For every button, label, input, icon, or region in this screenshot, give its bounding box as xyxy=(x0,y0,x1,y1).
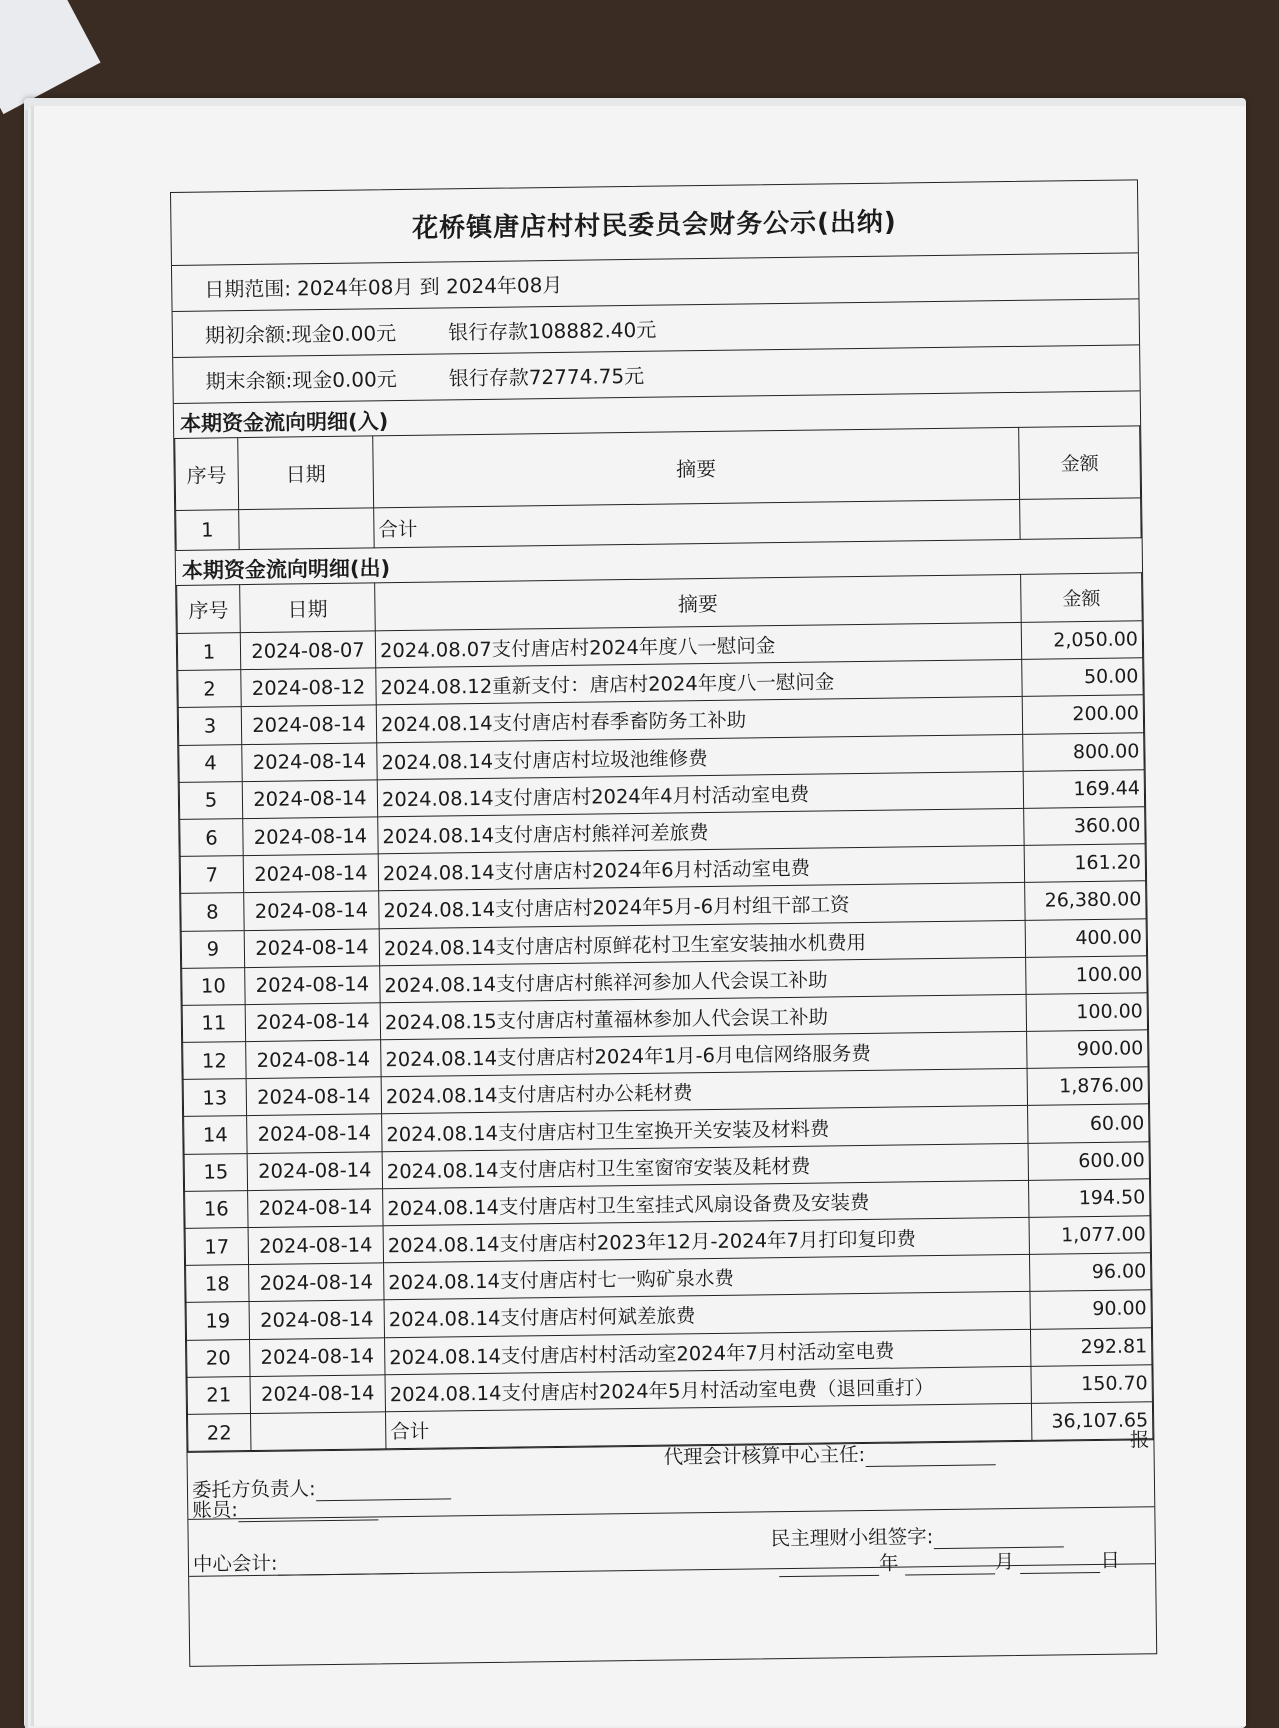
date-range-value: 2024年08月 到 2024年08月 xyxy=(296,272,563,301)
outflow-cell-date: 2024-08-14 xyxy=(246,1077,381,1116)
inflow-cell-summary: 合计 xyxy=(374,499,1020,547)
outflow-cell-no: 15 xyxy=(184,1153,247,1191)
outflow-cell-amount: 900.00 xyxy=(1027,1030,1148,1069)
inflow-cell-date xyxy=(239,508,375,550)
inflow-header-summary: 摘要 xyxy=(373,427,1020,507)
inflow-table xyxy=(174,425,1141,551)
outflow-cell-amount: 2,050.00 xyxy=(1021,621,1142,660)
outflow-cell-no: 14 xyxy=(184,1116,247,1154)
outflow-cell-amount: 400.00 xyxy=(1025,918,1146,957)
outflow-cell-summary: 2024.08.07支付唐店村2024年度八一慰问金 xyxy=(375,622,1021,668)
outflow-cell-date: 2024-08-14 xyxy=(248,1226,383,1265)
outflow-cell-no: 2 xyxy=(178,670,241,708)
form-title: 花桥镇唐店村村民委员会财务公示(出纳) xyxy=(171,180,1138,266)
outflow-cell-summary: 2024.08.14支付唐店村卫生室换开关安装及材料费 xyxy=(382,1106,1028,1152)
outflow-header-amount: 金额 xyxy=(1021,573,1143,623)
opening-balance-label: 期初余额: xyxy=(204,322,292,348)
inflow-header-no: 序号 xyxy=(175,438,239,511)
opening-bank: 银行存款108882.40元 xyxy=(447,317,657,345)
outflow-cell-no: 4 xyxy=(179,744,242,782)
outflow-cell-summary: 2024.08.14支付唐店村熊祥河差旅费 xyxy=(378,808,1024,854)
outflow-cell-summary: 2024.08.14支付唐店村垃圾池维修费 xyxy=(377,734,1023,780)
outflow-cell-date: 2024-08-12 xyxy=(241,668,376,707)
outflow-cell-no: 22 xyxy=(188,1413,251,1451)
outflow-cell-summary: 2024.08.14支付唐店村2024年4月村活动室电费 xyxy=(377,771,1023,817)
outflow-cell-summary: 2024.08.14支付唐店村七一购矿泉水费 xyxy=(384,1255,1030,1301)
outflow-cell-no: 3 xyxy=(178,707,241,745)
outflow-cell-date xyxy=(250,1412,385,1451)
outflow-cell-no: 21 xyxy=(187,1376,250,1414)
outflow-cell-amount: 50.00 xyxy=(1022,658,1143,697)
outflow-header-no: 序号 xyxy=(177,585,241,634)
outflow-cell-amount: 1,077.00 xyxy=(1029,1216,1150,1255)
outflow-cell-amount: 800.00 xyxy=(1023,732,1144,771)
outflow-cell-date: 2024-08-07 xyxy=(240,631,375,670)
outflow-cell-amount: 292.81 xyxy=(1030,1327,1151,1366)
form-frame xyxy=(170,179,1157,1667)
outflow-cell-date: 2024-08-14 xyxy=(242,742,377,781)
closing-cash: 现金0.00元 xyxy=(292,367,397,393)
outflow-cell-date: 2024-08-14 xyxy=(245,1003,380,1042)
outflow-cell-no: 7 xyxy=(180,856,243,894)
outflow-cell-no: 19 xyxy=(186,1302,249,1340)
outflow-cell-no: 1 xyxy=(177,633,240,671)
client-leader-signature: 委托方负责人: xyxy=(192,1472,451,1503)
date-range-label: 日期范围: xyxy=(204,276,292,302)
outflow-cell-amount: 90.00 xyxy=(1030,1290,1151,1329)
outflow-cell-no: 12 xyxy=(183,1042,246,1080)
outflow-cell-amount: 100.00 xyxy=(1026,993,1147,1032)
outflow-cell-date: 2024-08-14 xyxy=(249,1300,384,1339)
outflow-cell-summary: 2024.08.14支付唐店村村活动室2024年7月村活动室电费 xyxy=(385,1329,1031,1375)
outflow-cell-no: 17 xyxy=(185,1228,248,1266)
outflow-cell-summary: 2024.08.12重新支付：唐店村2024年度八一慰问金 xyxy=(376,660,1022,706)
outflow-cell-summary: 2024.08.14支付唐店村卫生室窗帘安装及耗材费 xyxy=(382,1143,1028,1189)
outflow-cell-date: 2024-08-14 xyxy=(243,854,378,893)
outflow-cell-summary: 2024.08.14支付唐店村原鲜花村卫生室安装抽水机费用 xyxy=(379,920,1025,966)
outflow-cell-date: 2024-08-14 xyxy=(247,1151,382,1190)
finance-notice-form xyxy=(170,179,1157,1667)
outflow-cell-date: 2024-08-14 xyxy=(244,891,379,930)
outflow-cell-date: 2024-08-14 xyxy=(249,1263,384,1302)
outflow-cell-amount: 1,876.00 xyxy=(1027,1067,1148,1106)
outflow-cell-no: 13 xyxy=(183,1079,246,1117)
outflow-cell-date: 2024-08-14 xyxy=(245,966,380,1005)
outflow-cell-summary: 2024.08.14支付唐店村卫生室挂式风扇设备费及安装费 xyxy=(383,1180,1029,1226)
outflow-cell-amount: 60.00 xyxy=(1028,1104,1149,1143)
agency-director-signature: 代理会计核算中心主任: xyxy=(663,1437,995,1469)
outflow-cell-no: 8 xyxy=(181,893,244,931)
outflow-cell-date: 2024-08-14 xyxy=(242,780,377,819)
outflow-cell-no: 20 xyxy=(187,1339,250,1377)
inflow-header-date: 日期 xyxy=(238,436,374,510)
center-accountant-signature: 中心会计: xyxy=(193,1546,413,1577)
background-paper-corner xyxy=(0,0,101,114)
outflow-cell-amount: 100.00 xyxy=(1026,955,1147,994)
outflow-cell-summary: 2024.08.14支付唐店村何斌差旅费 xyxy=(384,1292,1030,1338)
outflow-table xyxy=(176,572,1153,1452)
outflow-cell-amount: 600.00 xyxy=(1028,1141,1149,1180)
outflow-cell-summary: 2024.08.14支付唐店村办公耗材费 xyxy=(381,1069,1027,1115)
outflow-header-summary: 摘要 xyxy=(375,574,1022,630)
outflow-cell-date: 2024-08-14 xyxy=(247,1114,382,1153)
outflow-cell-summary: 2024.08.14支付唐店村2024年1月-6月电信网络服务费 xyxy=(381,1031,1027,1077)
outflow-cell-date: 2024-08-14 xyxy=(248,1189,383,1228)
outflow-cell-date: 2024-08-14 xyxy=(250,1375,385,1414)
outflow-cell-no: 10 xyxy=(182,967,245,1005)
inflow-header-row xyxy=(175,426,1141,511)
outflow-cell-summary: 2024.08.15支付唐店村董福林参加人代会误工补助 xyxy=(380,994,1026,1040)
outflow-cell-summary: 2024.08.14支付唐店村2024年5月村活动室电费（退回重打） xyxy=(385,1366,1031,1412)
signature-date: 年 月 日 xyxy=(779,1545,1120,1577)
outflow-section-title: 本期资金流向明细(出) xyxy=(181,556,391,583)
outflow-cell-no: 11 xyxy=(182,1004,245,1042)
finance-group-signature: 民主理财小组签字: xyxy=(770,1520,1063,1552)
outflow-cell-summary: 2024.08.14支付唐店村春季畜防务工补助 xyxy=(376,697,1022,743)
outflow-cell-no: 6 xyxy=(180,819,243,857)
outflow-cell-amount: 96.00 xyxy=(1029,1253,1150,1292)
opening-cash: 现金0.00元 xyxy=(291,321,397,347)
outflow-cell-date: 2024-08-14 xyxy=(241,705,376,744)
inflow-section-title: 本期资金流向明细(入) xyxy=(179,409,389,436)
outflow-cell-date: 2024-08-14 xyxy=(246,1040,381,1079)
report-mark: 报 xyxy=(1129,1428,1150,1452)
outflow-cell-amount: 200.00 xyxy=(1022,695,1143,734)
outflow-cell-no: 9 xyxy=(181,930,244,968)
outflow-cell-no: 18 xyxy=(186,1265,249,1303)
outflow-cell-summary: 2024.08.14支付唐店村2023年12月-2024年7月打印复印费 xyxy=(383,1217,1029,1263)
outflow-cell-amount: 194.50 xyxy=(1029,1179,1150,1218)
closing-balance-label: 期末余额: xyxy=(205,368,293,394)
outflow-cell-summary: 2024.08.14支付唐店村熊祥河参加人代会误工补助 xyxy=(380,957,1026,1003)
outflow-cell-date: 2024-08-14 xyxy=(244,928,379,967)
outflow-cell-date: 2024-08-14 xyxy=(243,817,378,856)
outflow-cell-summary: 合计 xyxy=(385,1403,1031,1449)
inflow-cell-amount xyxy=(1020,498,1142,540)
outflow-cell-no: 5 xyxy=(179,781,242,819)
outflow-cell-summary: 2024.08.14支付唐店村2024年6月村活动室电费 xyxy=(378,846,1024,892)
outflow-header-date: 日期 xyxy=(240,583,376,633)
outflow-cell-amount: 150.70 xyxy=(1031,1364,1152,1403)
outflow-cell-summary: 2024.08.14支付唐店村2024年5月-6月村组干部工资 xyxy=(379,883,1025,929)
outflow-cell-amount: 169.44 xyxy=(1023,770,1144,809)
outflow-cell-date: 2024-08-14 xyxy=(250,1337,385,1376)
outflow-cell-amount: 26,380.00 xyxy=(1025,881,1146,920)
closing-bank: 银行存款72774.75元 xyxy=(448,363,645,391)
outflow-cell-amount: 161.20 xyxy=(1024,844,1145,883)
bookkeeper-signature: 账员: xyxy=(192,1493,378,1523)
outflow-cell-amount: 36,107.65 xyxy=(1031,1402,1152,1441)
outflow-cell-no: 16 xyxy=(185,1190,248,1228)
inflow-cell-no: 1 xyxy=(176,510,240,551)
outflow-cell-amount: 360.00 xyxy=(1024,807,1145,846)
inflow-header-amount: 金额 xyxy=(1019,426,1141,500)
